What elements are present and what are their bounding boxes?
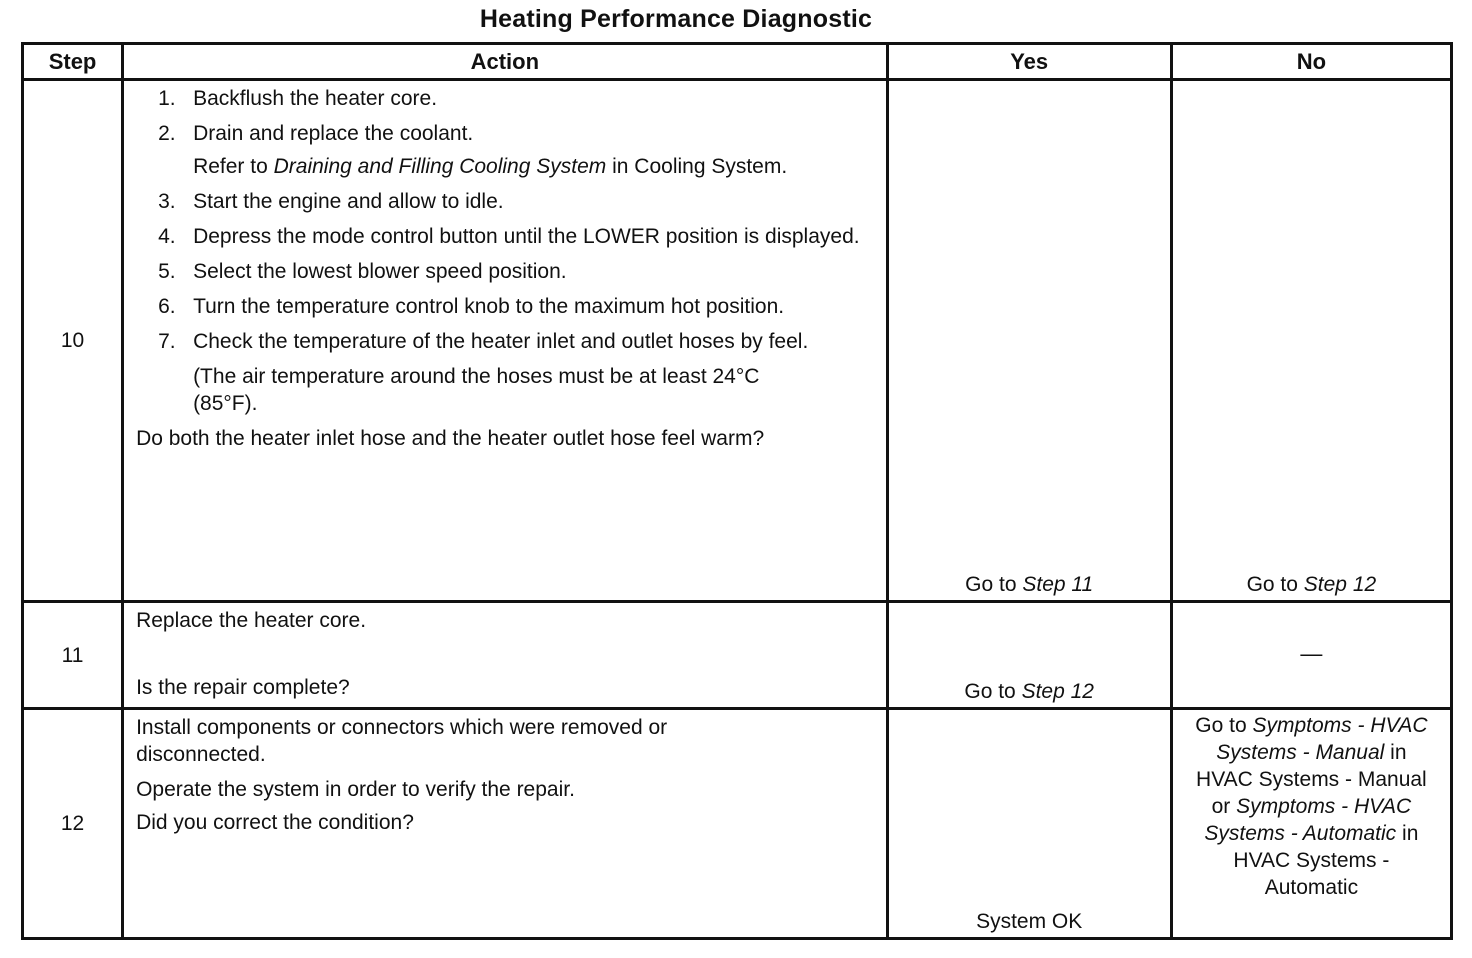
list-item: 7. Check the temperature of the heater inlet and outlet hoses by feel. (158, 330, 809, 353)
list-item: 1. Backflush the heater core. (158, 87, 438, 110)
list-item: 2. Drain and replace the coolant. (158, 122, 474, 145)
reference-link[interactable]: Draining and Filling Cooling System (273, 155, 607, 178)
action-cell: Install components or connectors which were removed or disconnected. Operate the system in order to verify the repair. Did you correct the condition? (123, 709, 888, 939)
symptoms-manual-link[interactable]: Symptoms - HVAC Systems - Manual (1216, 714, 1428, 764)
header-yes: Yes (887, 44, 1171, 80)
step-link[interactable]: Step 12 (1021, 680, 1094, 703)
symptoms-automatic-link[interactable]: Symptoms - HVAC Systems - Automatic (1204, 795, 1412, 845)
no-cell (1171, 602, 1451, 709)
table-row (23, 709, 1452, 939)
list-item: 6. Turn the temperature control knob to the maximum hot position. (158, 295, 785, 318)
diagnostic-table (21, 42, 1453, 940)
step-number: 11 (23, 602, 123, 709)
header-row (23, 44, 1452, 80)
yes-cell: Go to Step 12 (887, 602, 1171, 709)
question-text: Did you correct the condition? (136, 811, 414, 834)
not-applicable-dash: — (1300, 641, 1323, 666)
list-item: 4. Depress the mode control button until the LOWER position is displayed. (158, 225, 860, 248)
step-number: 12 (23, 709, 123, 939)
list-item: 3. Start the engine and allow to idle. (158, 190, 504, 213)
header-step: Step (23, 44, 123, 80)
question-text: Do both the heater inlet hose and the heater outlet hose feel warm? (136, 427, 765, 450)
question-text: Is the repair complete? (136, 676, 350, 699)
action-cell: Replace the heater core. Is the repair complete? (123, 602, 888, 709)
header-no: No (1171, 44, 1451, 80)
step-number: 10 (23, 80, 123, 602)
action-list (136, 85, 878, 147)
temperature-note: (The air temperature around the hoses must be at least 24°C (85°F). (193, 365, 760, 415)
table-row (23, 602, 1452, 709)
action-cell (123, 80, 888, 602)
yes-cell: System OK (887, 709, 1171, 939)
header-action: Action (123, 44, 888, 80)
yes-cell: Go to Step 11 (887, 80, 1171, 602)
refer-note: Refer to Draining and Filling Cooling System in Cooling System. (193, 155, 788, 178)
step-link[interactable]: Step 11 (1022, 573, 1094, 596)
action-list (136, 188, 878, 355)
list-item: 5. Select the lowest blower speed position. (158, 260, 567, 283)
table-row (23, 80, 1452, 602)
step-link[interactable]: Step 12 (1303, 573, 1377, 596)
no-cell: Go to Symptoms - HVAC Systems - Manual in HVAC Systems - Manual or Symptoms - HVAC Systems - Automatic in HVAC Systems - Automatic (1171, 709, 1451, 939)
page-title: Heating Performance Diagnostic (479, 5, 873, 33)
no-cell: Go to Step 12 (1171, 80, 1451, 602)
